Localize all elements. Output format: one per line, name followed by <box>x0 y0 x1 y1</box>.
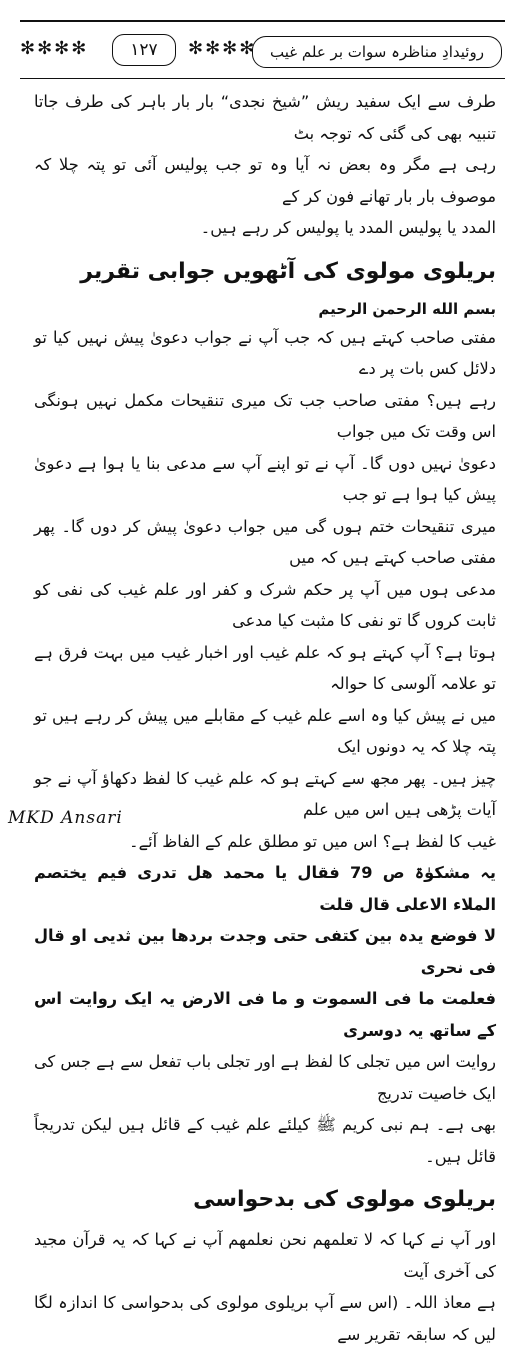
running-title: روئیدادِ مناظرہ سوات بر علم غیب <box>252 36 502 68</box>
text-line: یہ مشکوٰۃ ص 79 فقال یا محمد هل تدری فیم یختصم الملاء الاعلی قال قلت <box>34 863 496 914</box>
header-top-rule <box>20 20 505 22</box>
text-line: چیز ہیں۔ پھر مجھ سے کہتے ہو کہ علم غیب کا لفظ دکھاؤ آپ نے جو آیات پڑھی ہیں اس میں علم <box>34 768 496 819</box>
page-body <box>34 86 496 1350</box>
section-heading-eighth-reply: بریلوی مولوی کی آٹھویں جوابی تقریر <box>80 258 496 284</box>
text-line: غیب کا لفظ ہے؟ اس میں تو مطلق علم کے الفاظ آئے۔ <box>129 831 496 851</box>
text-line: رہی ہے مگر وہ بعض نہ آیا وہ تو جب پولیس آئی تو پتہ چلا کہ موصوف بار بار تھانے فون کر کے <box>34 155 496 206</box>
page-header <box>20 20 505 82</box>
text-line: بھی ہے۔ ہم نبی کریم ﷺ کیلئے علم غیب کے قائل ہیں لیکن تدریجاً قائل ہیں۔ <box>34 1115 496 1166</box>
star-ornament-left-icon: ✻✻✻✻ <box>20 38 89 59</box>
star-ornament-middle-icon: ✻✻✻✻ <box>188 38 257 59</box>
text-line: مفتی صاحب کہتے ہیں کہ جب آپ نے جواب دعویٰ پیش نہیں کیا تو دلائل کس بات پر دے <box>34 327 496 378</box>
text-line: روایت اس میں تجلی کا لفظ ہے اور تجلی باب تفعل سے ہے جس کی ایک خاصیت تدریج <box>34 1052 496 1103</box>
text-line: رہے ہیں؟ مفتی صاحب جب تک میری تنقیحات مکمل نہیں ہونگی اس وقت تک میں جواب <box>34 390 496 441</box>
section-heading-confusion: بریلوی مولوی کی بدحواسی <box>193 1187 496 1212</box>
text-line: اور آپ نے کہا کہ لا تعلمهم نحن نعلمهم آپ نے کہا کہ یہ قرآن مجید کی آخری آیت <box>34 1230 496 1281</box>
text-line: دعویٰ نہیں دوں گا۔ آپ نے تو اپنے آپ سے مدعی بنا یا ہوا ہے دعویٰ پیش کیا ہوا ہے تو جب <box>34 453 496 504</box>
bismillah: بسم الله الرحمن الرحيم <box>318 299 496 318</box>
text-line: فعلمت ما فی السموت و ما فی الارض یہ ایک روایت اس کے ساتھ یہ دوسری <box>34 989 496 1040</box>
text-line: طرف سے ایک سفید ریش ”شیخ نجدی“ بار بار باہر کی طرف جاتا تنبیہ بھی کی گئی کہ توجہ بٹ <box>34 92 496 143</box>
text-line: ہے معاذ اللہ۔ (اس سے آپ بریلوی مولوی کی بدحواسی کا اندازہ لگا لیں کہ سابقہ تقریر سے <box>34 1293 496 1344</box>
text-line: میری تنقیحات ختم ہوں گی میں جواب دعویٰ پیش کر دوں گا۔ پھر مفتی صاحب کہتے ہیں کہ میں <box>34 516 496 567</box>
page-number: ۱۲۷ <box>112 34 176 66</box>
text-line: میں نے پیش کیا وہ اسے علم غیب کے مقابلے میں پیش کر رہے ہیں تو پتہ چلا کہ یہ دونوں ایک <box>34 705 496 756</box>
text-line: مدعی ہوں میں آپ پر حکم شرک و کفر اور علم غیب کی نفی کو ثابت کروں گا تو نفی کا مثبت کیا مدعی <box>34 579 496 630</box>
text-line: ہوتا ہے؟ آپ کہتے ہو کہ علم غیب اور اخبار غیب میں بہت فرق ہے تو علامہ آلوسی کا حوالہ <box>34 642 496 693</box>
signature: MKD Ansari <box>8 808 123 828</box>
text-line: المدد یا پولیس المدد یا پولیس کر رہے ہیں۔ <box>200 218 496 237</box>
header-bottom-rule <box>20 78 505 79</box>
text-line: لا فوضع یدہ بین کتفی حتی وجدت بردها بین ثدیی او قال فی نحری <box>34 926 496 977</box>
